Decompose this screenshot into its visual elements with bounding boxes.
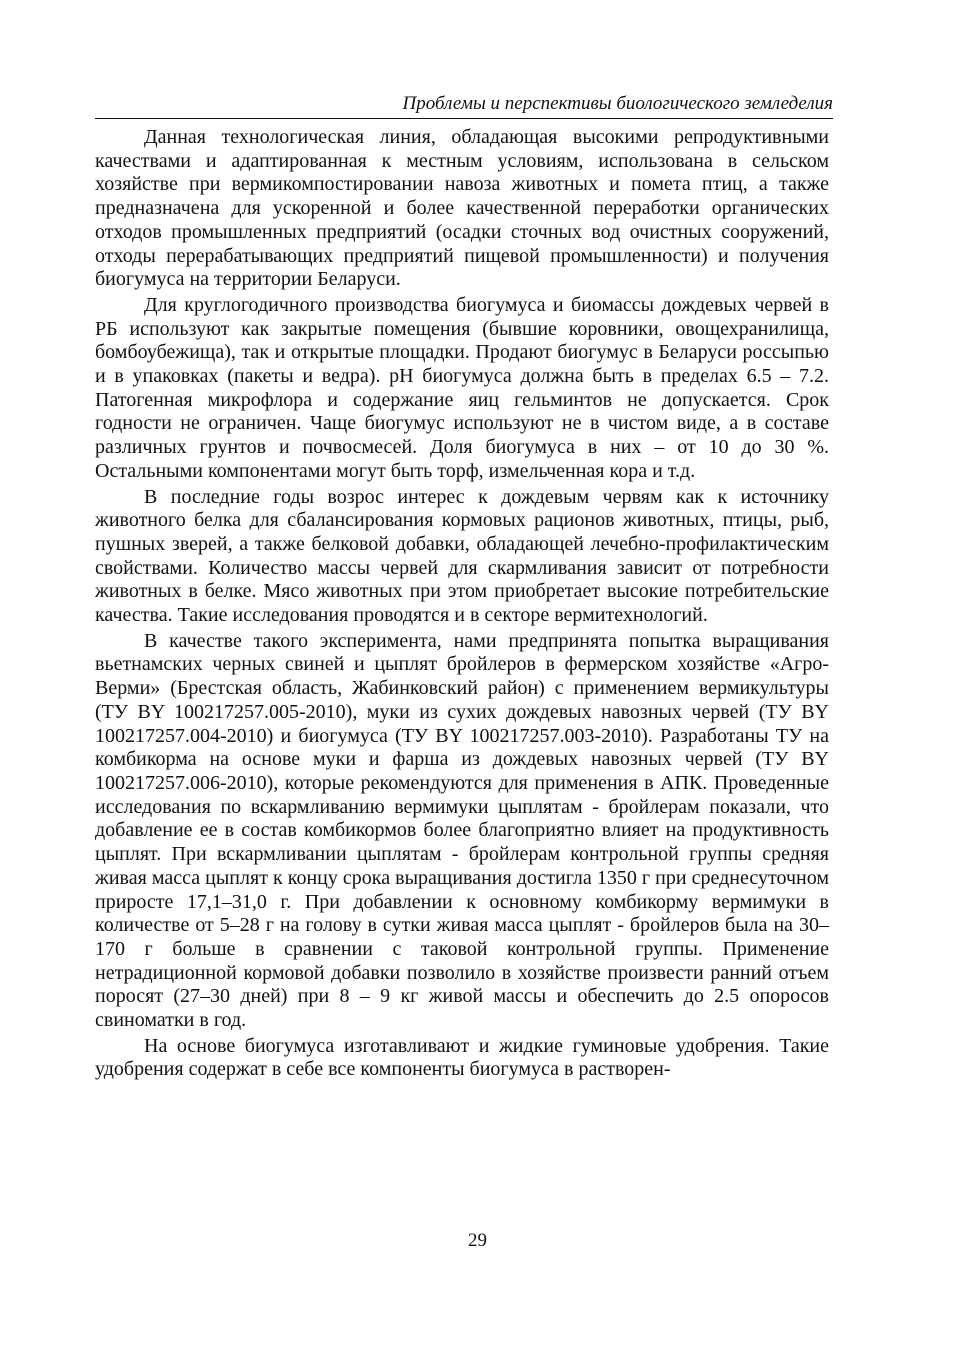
paragraph: На основе биогумуса изготавливают и жидкие гуминовые удобрения. Такие удобрения содержат в себе все компоненты биогумуса в растворен- [95,1034,829,1081]
paragraph: Для круглогодичного производства биогумуса и биомассы дождевых червей в РБ используют как закрытые помещения (бывшие коровники, овощехранилища, бомбоубежища), так и открытые площадки. Продают биогумус в Беларуси россыпью и в упаковках (пакеты и ведра). pH биогумуса должна быть в пределах 6.5 – 7.2. Патогенная микрофлора и содержание яиц гельминтов не допускается. Срок годности не ограничен. Чаще биогумус используют не в чистом виде, а в составе различных грунтов и почвосмесей. Доля биогумуса в них – от 10 до 30 %. Остальными компонентами могут быть торф, измельченная кора и т.д. [95,293,829,482]
page-number: 29 [468,1230,487,1251]
paragraph: В последние годы возрос интерес к дождевым червям как к источнику животного белка для сбалансирования кормовых рационов животных, птицы, рыб, пушных зверей, а также белковой добавки, обладающей лечебно-профилактическим свойствами. Количество массы червей для скармливания зависит от потребности животных в белке. Мясо животных при этом приобретает высокие потребительские качества. Такие исследования проводятся и в секторе вермитехнологий. [95,485,829,627]
paragraph: В качестве такого эксперимента, нами предпринята попытка выращивания вьетнамских черных свиней и цыплят бройлеров в фермерском хозяйстве «Агро-Верми» (Брестская область, Жабинковский район) с применением вермикультуры (ТУ BY 100217257.005-2010), муки из сухих дождевых навозных червей (ТУ BY 100217257.004-2010) и биогумуса (ТУ BY 100217257.003-2010). Разработаны ТУ на комбикорма на основе муки и фарша из дождевых навозных червей (ТУ BY 100217257.006-2010), которые рекомендуются для применения в АПК. Проведенные исследования по вскармливанию вермимуки цыплятам - бройлерам показали, что добавление ее в состав комбикормов более благоприятно влияет на продуктивность цыплят. При вскармливании цыплятам - бройлерам контрольной группы средняя живая масса цыплят к концу срока выращивания достигла 1350 г при среднесуточном приросте 17,1–31,0 г. При добавлении к основному комбикорму вермимуки в количестве от 5–28 г на голову в сутки живая масса цыплят - бройлеров была на 30–170 г больше в сравнении с таковой контрольной группы. Применение нетрадиционной кормовой добавки позволило в хозяйстве произвести ранний отъем поросят (27–30 дней) при 8 – 9 кг живой массы и обеспечить до 2.5 опоросов свиноматки в год. [95,629,829,1032]
running-title: Проблемы и перспективы биологического земледелия [402,93,833,114]
paragraph: Данная технологическая линия, обладающая высокими репродуктивными качествами и адаптированная к местным условиям, использована в сельском хозяйстве при вермикомпостировании навоза животных и помета птиц, а также предназначена для ускоренной и более качественной переработки органических отходов промышленных предприятий (осадки сточных вод очистных сооружений, отходы перерабатывающих предприятий пищевой промышленности) и получения биогумуса на территории Беларуси. [95,126,829,291]
running-header [95,92,833,119]
body-text [95,126,829,1084]
